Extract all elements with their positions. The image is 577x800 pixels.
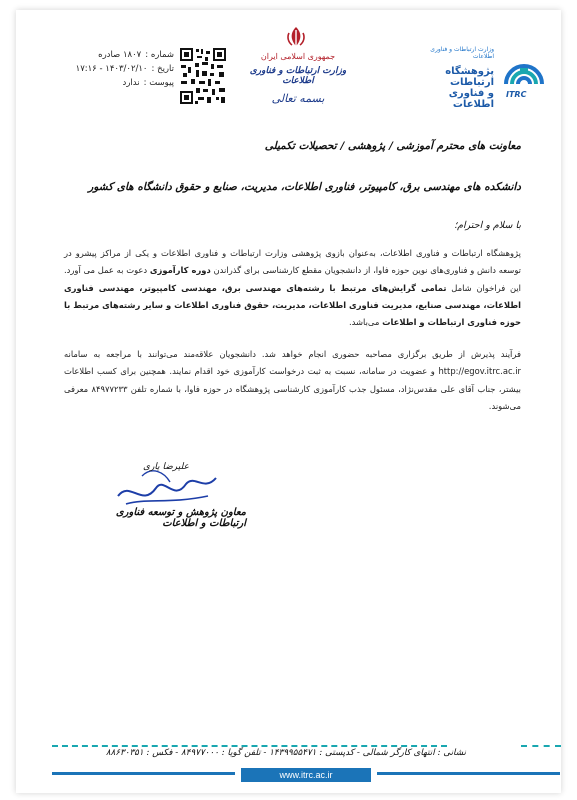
letter-meta [75,48,174,90]
addressee-line-1: معاونت های محترم آموزشی / پژوهشی / تحصیلات تکمیلی [264,140,521,152]
attachment-value: ندارد [122,78,140,88]
qr-code-icon [179,47,227,105]
footer-divider-right [521,745,561,747]
attachment-label: پیوست : [143,78,174,88]
government-title: جمهوری اسلامی ایران [260,52,336,61]
logo-ministry-text: وزارت ارتباطات و فناوری اطلاعات [430,46,494,60]
itrc-logo-text [416,46,494,110]
letter-page [16,10,561,793]
footer-bar-left [52,772,235,775]
number-label: شماره : [145,50,174,60]
paragraph-1 [64,245,521,331]
paragraph-1-bold-a: دوره کارآموزی [149,265,211,276]
paragraph-1-text-d: می‌باشد. [348,317,380,328]
paragraph-1-bold-b: تمامی گرایش‌های مرتبط با رشته‌های مهندسی برق، مهندسی کامپیوتر، مهندسی فناوری اطلاعات، مهندسی صنایع، مدیریت فناوری اطلاعات، مدیریت، حقوق فناوری اطلاعات و سایر رشته‌های مرتبط با حوزه فناوری ارتباطات و اطلاعات [64,282,521,328]
paragraph-1-text-c: دعوت به عمل می آورد. این فراخوان شامل [64,265,521,293]
logo-line-2: و فناوری اطلاعات [448,88,494,110]
paragraph-2: فرآیند پذیرش از طریق برگزاری مصاحبه حضوری انجام خواهد شد. دانشجویان علاقه‌مند می‌توانند با مراجعه به سامانه http://egov.itrc.ac.ir و عضویت در سامانه، نسبت به ثبت درخواست کارآموزی خود اقدام نمایند. همچنین برای کسب اطلاعات بیشتر، جناب آقای علی مقدس‌نژاد، مسئول جذب کارآموزی کارشناسی پژوهشگاه در حوزه فاوا، با شماره تلفن ۸۴۹۷۷۲۳۳ معرفی می‌شوند. [64,349,521,411]
greeting: با سلام و احترام؛ [454,220,521,231]
basmala-text: بسمه تعالی [271,92,325,105]
paragraph-1-text-a: پژوهشگاه ارتباطات و فناوری اطلاعات، به‌عنوان بازوی پژوهشی وزارت ارتباطات و فناوری اطلاعات و یکی از مراکز پیشرو در توسعه دانش و فناوری‌های نوین حوزه فاوا، از دانشجویان مقطع کارشناسی برای گذراندن [64,248,521,276]
number-value: ۱۸۰۷ صادره [98,50,142,60]
itrc-abbreviation: ITRC [506,90,527,99]
footer-website: www.itrc.ac.ir [241,768,371,782]
date-value: ۱۴۰۳/۰۲/۱۰ - ۱۷:۱۶ [75,64,148,74]
iran-emblem-icon [283,24,309,50]
footer-bar-right [377,772,560,775]
footer-divider [52,745,447,747]
ministry-title: وزارت ارتباطات و فناوری اطلاعات [249,66,347,86]
signer-title: معاون پژوهش و توسعه فناوری ارتباطات و اطلاعات [115,507,246,529]
signer-name: علیرضا یاری [143,462,189,472]
footer-address: نشانی : انتهای کارگر شمالی - کدپستی : ۱۴۳۹۹۵۵۴۷۱ - تلفن گویا : ۸۴۹۷۷۰۰۰ - فکس : ۸۸۶۳۰۳۵۱ [105,748,466,758]
logo-line-1: پژوهشگاه ارتباطات [445,66,494,88]
addressee-line-2: دانشکده های مهندسی برق، کامپیوتر، فناوری اطلاعات، مدیریت، صنایع و حقوق دانشگاه های کشور [88,181,521,193]
date-label: تاریخ : [151,64,174,74]
